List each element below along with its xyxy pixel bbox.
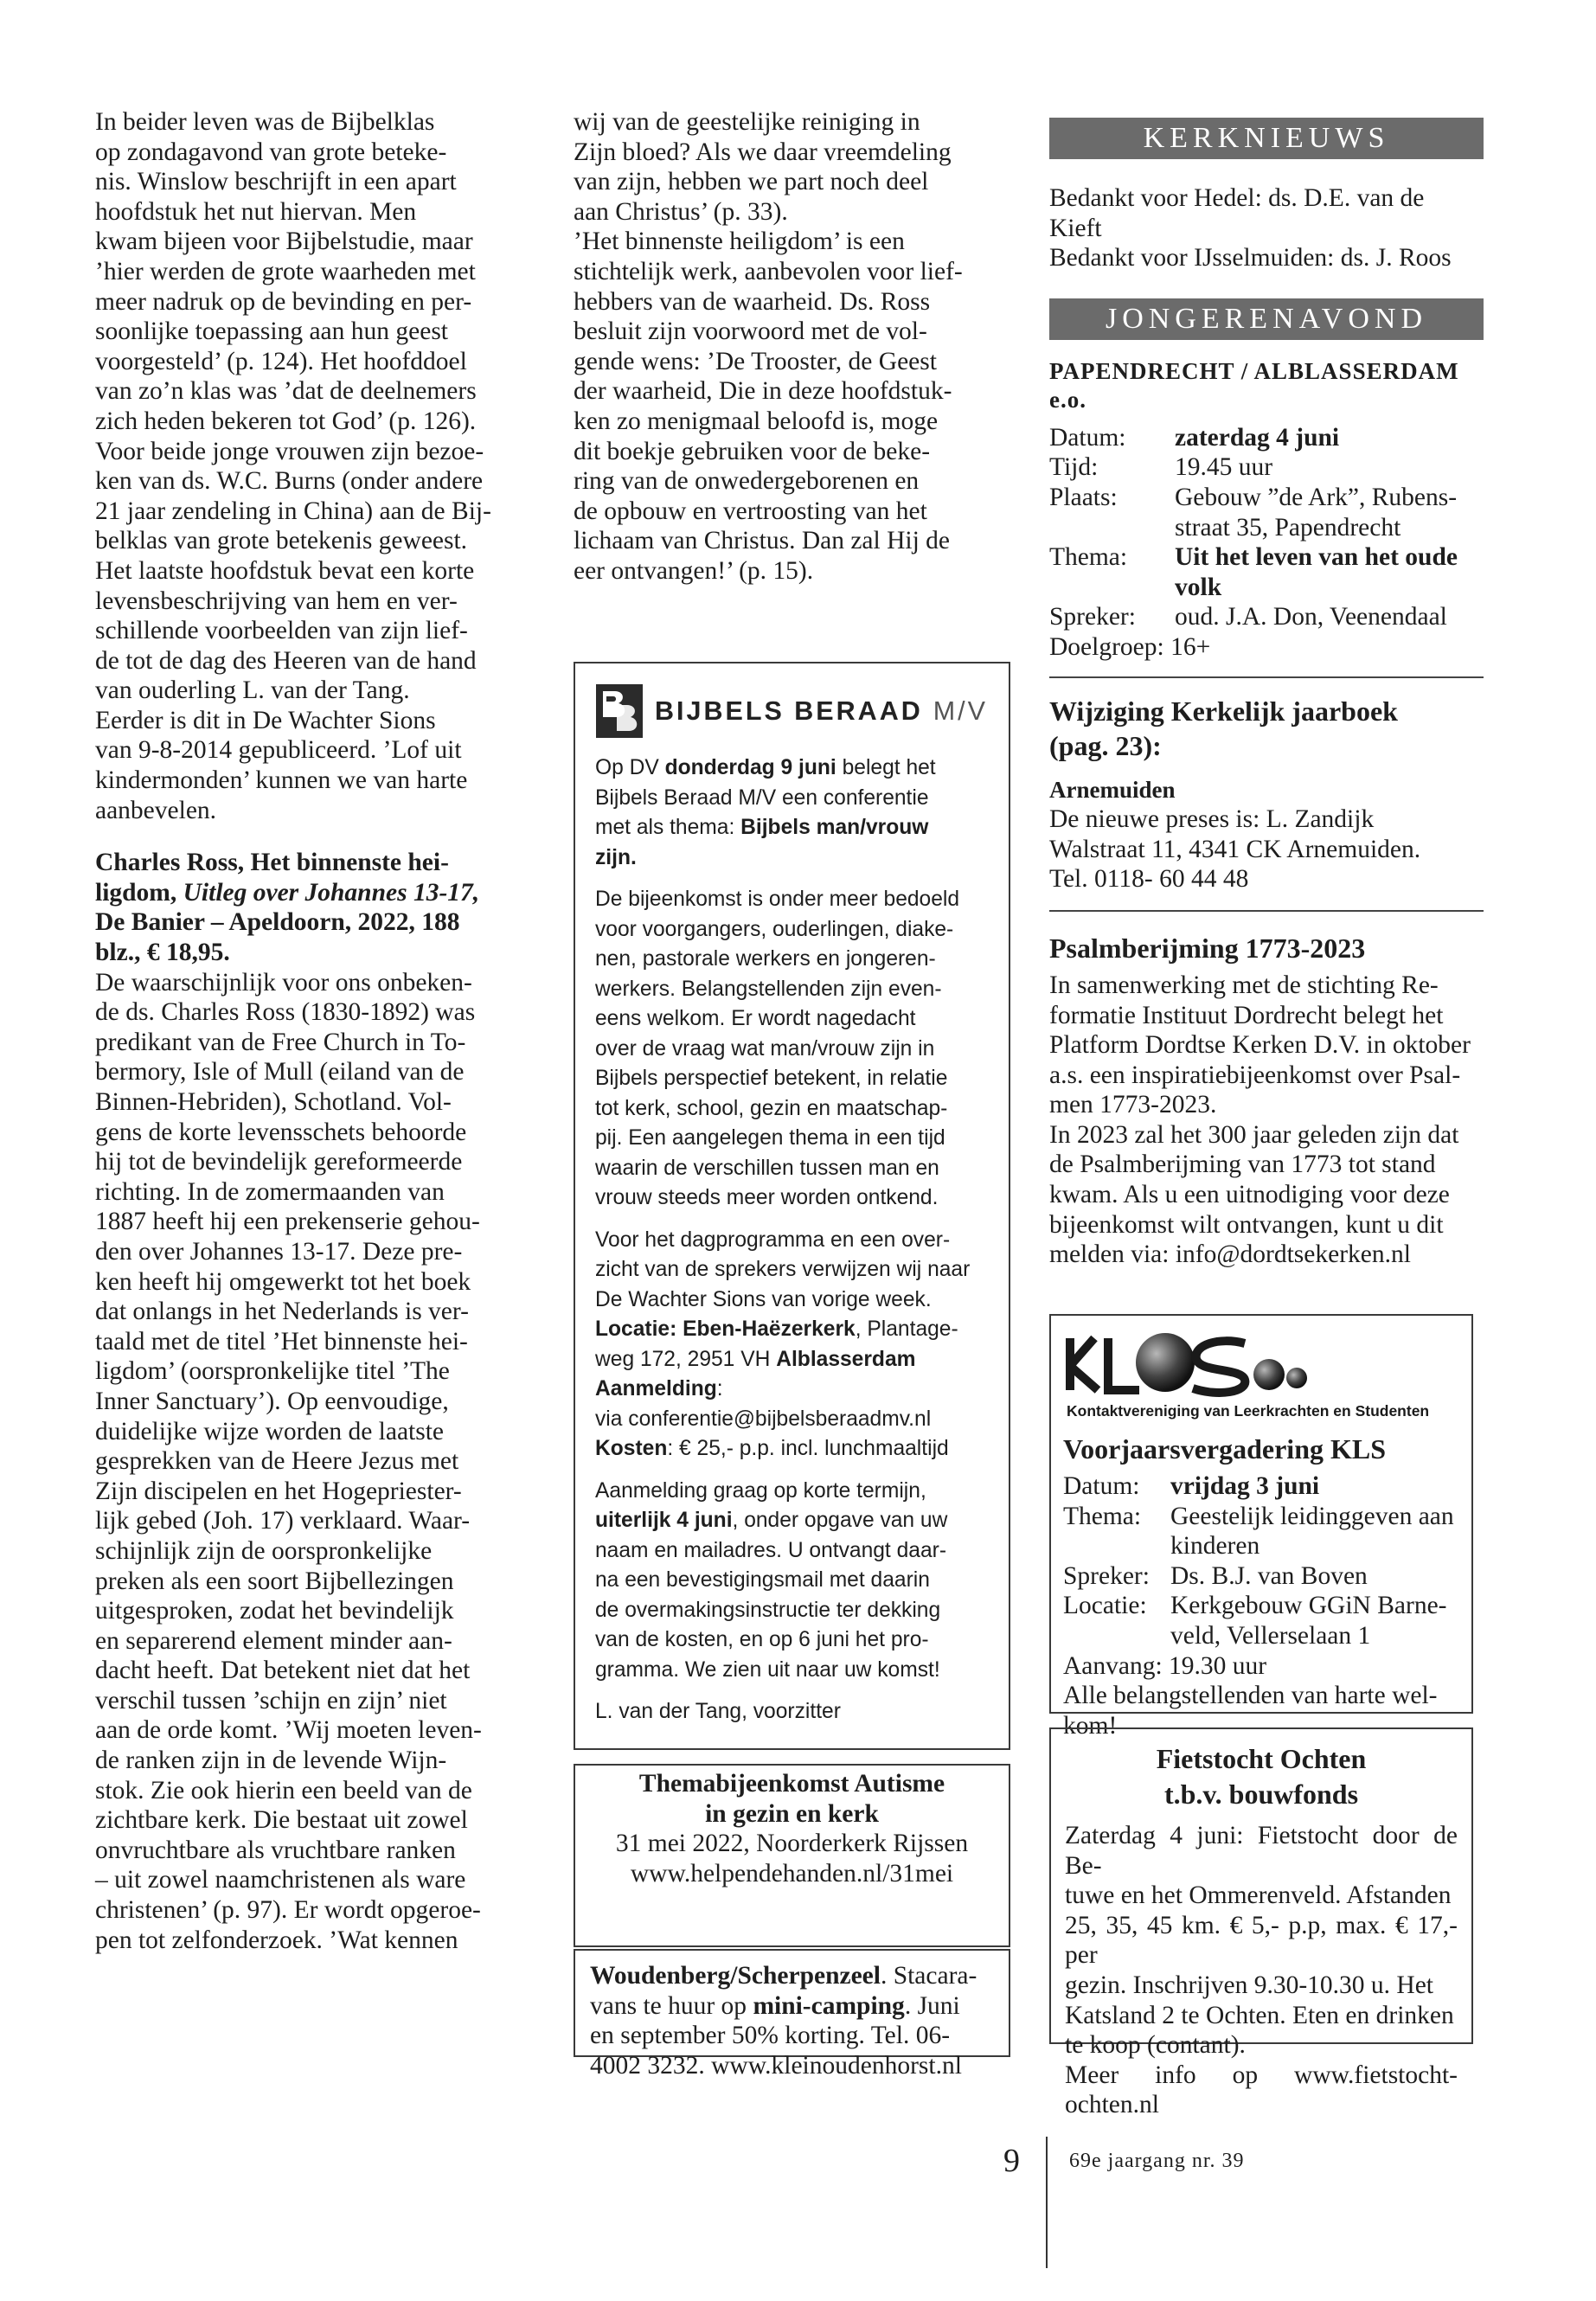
fietstocht-ad — [1049, 1727, 1473, 2119]
text-line: meer nadruk op de bevinding en per- — [95, 287, 472, 316]
text-line: van zo’n klas was ’dat de deelnemers — [95, 377, 477, 406]
text-line: gesprekken van de Heere Jezus met — [95, 1447, 459, 1476]
text-line: In 2023 zal het 300 jaar geleden zijn dat — [1049, 1120, 1459, 1149]
issue-info: 69e jaargang nr. 39 — [1069, 2150, 1245, 2172]
text-line: stok. Zie ook hierin een beeld van de — [95, 1776, 472, 1804]
text-line: schillende voorbeelden van zijn lief- — [95, 617, 468, 645]
text-line: De bijeenkomst is onder meer bedoeld — [595, 888, 960, 911]
detail-value: Geestelijk leidinggeven aan — [1170, 1502, 1454, 1530]
kls-details — [1063, 1471, 1458, 1651]
text-line: voor voorgangers, ouderlingen, diake- — [595, 917, 954, 941]
detail-row — [1063, 1561, 1458, 1592]
text-line: ’Het binnenste heiligdom’ is een — [574, 228, 905, 256]
detail-row — [1063, 1502, 1458, 1532]
intro-paragraph — [95, 107, 532, 825]
text-line: In beider leven was de Bijbelklas — [95, 108, 435, 136]
text-line: van zijn, hebben we part noch deel — [574, 168, 929, 196]
text-line: stichtelijk werk, aanbevolen voor lief- — [574, 257, 963, 285]
detail-row — [1063, 1591, 1458, 1621]
detail-value: Uit het leven van het oude — [1175, 543, 1458, 572]
detail-value: straat 35, Papendrecht — [1175, 513, 1401, 542]
text-line: de Psalmberijming van 1773 tot stand — [1049, 1150, 1436, 1179]
text-line: den over Johannes 13-17. Deze pre- — [95, 1237, 463, 1266]
text-line: richting. In de zomermaanden van — [95, 1177, 445, 1206]
text-line: eer ontvangen!’ (p. 15). — [574, 556, 814, 585]
autisme-ad: Themabijeenkomst Autisme in gezin en kerk 31 mei 2022, Noorderkerk Rijssen www.helpendehanden.nl/31mei — [574, 1764, 1010, 1947]
detail-value: vrijdag 3 juni — [1170, 1472, 1320, 1500]
text-line: hij tot de bevindelijk gereformeerde — [95, 1148, 463, 1176]
review-paragraph — [95, 968, 532, 1956]
detail-label: Datum: — [1063, 1472, 1140, 1500]
detail-row — [1049, 602, 1484, 632]
text-line: zichtbare kerk. Die bestaat uit zowel — [95, 1806, 468, 1835]
detail-label — [1049, 573, 1175, 603]
text-line: soonlijke toepassing aan hun geest — [95, 317, 449, 346]
detail-label — [1049, 513, 1175, 543]
text-line: hebbers van de waarheid. Ds. Ross — [574, 287, 931, 316]
text-line: schijnlijk zijn de oorspronkelijke — [95, 1536, 433, 1565]
text-line: Katsland 2 te Ochten. Eten en drinken — [1065, 2001, 1454, 2029]
text-line: aan Christus’ (p. 33). — [574, 197, 788, 226]
bijbels-beraad-ad — [574, 662, 1010, 1750]
text-line: levensbeschrijving van hem en ver- — [95, 586, 458, 615]
column-middle — [574, 107, 1010, 586]
text-line: belklas van grote betekenis geweest. — [95, 527, 468, 555]
detail-value: Kerkgebouw GGiN Barne- — [1170, 1592, 1447, 1620]
text-line: Binnen-Hebriden), Schotland. Vol- — [95, 1088, 452, 1116]
text-line: pij. Een aangelegen thema in een tijd — [595, 1126, 945, 1150]
text-line: gende wens: ’De Trooster, de Geest — [574, 347, 937, 375]
text-line: kwam. Als u een uitnodiging voor deze — [1049, 1181, 1450, 1209]
kls-logo-icon — [1063, 1330, 1461, 1426]
text-line: gezin. Inschrijven 9.30-10.30 u. Het — [1065, 1971, 1434, 1999]
text-line: dit boekje gebruiken voor de beke- — [574, 437, 931, 465]
text-line: formatie Instituut Dordrecht belegt het — [1049, 1001, 1444, 1029]
bb-details: Voor het dagprogramma en een over- zicht van de sprekers verwijzen wij naar De Wachter Sions van vorige week. Locatie: Eben-Haëzerkerk, Plantage- weg 172, 2951 VH Alblasserdam Aanmelding: via conferentie@bijbelsberaadmv.nl Kosten: € 25,- p.p. incl. lunchmaaltijd — [595, 1226, 990, 1465]
detail-label: Locatie: — [1063, 1592, 1147, 1620]
text-line: eens welkom. Er wordt nagedacht — [595, 1007, 916, 1030]
detail-value: volk — [1175, 573, 1222, 601]
text-line: preken als een soort Bijbellezingen — [95, 1567, 454, 1595]
text-line: Eerder is dit in De Wachter Sions — [95, 706, 436, 734]
detail-label: Plaats: — [1049, 483, 1118, 511]
text-line: zich heden bekeren tot God’ (p. 126). — [95, 407, 477, 435]
text-line: men 1773-2023. — [1049, 1091, 1217, 1119]
text-line: tot kerk, school, gezin en maatschap- — [595, 1096, 948, 1120]
text-line: lichaam van Christus. Dan zal Hij de — [574, 527, 951, 555]
detail-row — [1049, 573, 1484, 603]
detail-label: Spreker: — [1049, 603, 1136, 631]
fietstocht-title: Fietstocht Ochten t.b.v. bouwfonds — [1156, 1743, 1367, 1810]
kerknieuws-content: Bedankt voor Hedel: ds. D.E. van de Kieft Bedankt voor IJsselmuiden: ds. J. Roos — [1049, 184, 1452, 272]
text-line: kindermonden’ kunnen we van harte — [95, 766, 468, 795]
detail-row — [1063, 1621, 1458, 1651]
text-line: 25, 35, 45 km. € 5,- p.p, max. € 17,- per — [1065, 1911, 1458, 1970]
fietstocht-content — [1065, 1821, 1458, 2120]
text-line: hoofdstuk het nut hiervan. Men — [95, 197, 417, 226]
column-left — [95, 107, 532, 1955]
text-line: Bijbels perspectief betekent, in relatie — [595, 1067, 948, 1090]
detail-row — [1049, 513, 1484, 543]
text-line: nis. Winslow beschrijft in een apart — [95, 168, 457, 196]
text-line: onvruchtbare als vruchtbare ranken — [95, 1836, 456, 1864]
detail-value: Gebouw ”de Ark”, Rubens- — [1175, 483, 1458, 511]
text-line: voorgesteld’ (p. 124). Het hoofddoel — [95, 347, 467, 375]
detail-row — [1049, 423, 1484, 453]
detail-label: Tijd: — [1049, 453, 1099, 482]
text-line: van 9-8-2014 gepubliceerd. ’Lof uit — [95, 736, 462, 765]
column-right: KERKNIEUWS Bedankt voor Hedel: ds. D.E. van de Kieft Bedankt voor IJsselmuiden: ds. J. Roos JONGERENAVOND PAPENDRECHT / ALBLASSERDAM e.o. Datum: zaterdag 4 juni Tijd: 19.45 uur Plaats: Gebouw ”de Ark”, Rubens- straat 35, Papendrecht Thema: Uit het leven van het oude volk Spreker: oud. J.A. Don, Veenendaal Doelgroep: 16+ Wijziging Kerkelijk jaarboek (pag. 23): Arnemuiden De nieuwe preses is: L. Zandijk Walstraat 11, 4341 CK Arnemuiden. Tel. 0118- 60 44 48 Psalmberijming 1773-2023 In samenwerking met de stichting Re- formatie Instituut Dordrecht belegt het Platform Dordtse Kerken D.V. in oktober a.s. een inspiratiebijeenkomst over Psal- men 1773-2023. In 2023 zal het 300 jaar geleden zijn dat de Psalmberijming van 1773 tot stand kwam. Als u een uitnodiging voor deze bijeenkomst wilt ontvangen, kunt u dit melden via: info@dordtsekerken.nl — [1049, 107, 1484, 1270]
text-line: melden via: info@dordtsekerken.nl — [1049, 1240, 1411, 1269]
text-line: Zijn bloed? Als we daar vreemdeling — [574, 138, 952, 166]
detail-value: zaterdag 4 juni — [1175, 423, 1340, 452]
detail-value: oud. J.A. Don, Veenendaal — [1175, 603, 1447, 631]
bb-signature: L. van der Tang, voorzitter — [595, 1700, 841, 1723]
text-line: en separerend element minder aan- — [95, 1626, 452, 1655]
text-line: werkers. Belangstellenden zijn even- — [595, 977, 942, 1001]
text-line: pen tot zelfonderzoek. ’Wat kennen — [95, 1926, 458, 1954]
text-line: aanbevelen. — [95, 796, 217, 824]
detail-label — [1063, 1621, 1170, 1651]
detail-row — [1049, 452, 1484, 483]
text-line: Zaterdag 4 juni: Fietstocht door de Be- — [1065, 1822, 1458, 1880]
text-line: Het laatste hoofdstuk bevat een korte — [95, 556, 475, 585]
detail-label: Thema: — [1063, 1502, 1142, 1530]
review-continuation — [574, 107, 1010, 586]
text-line: In samenwerking met de stichting Re- — [1049, 971, 1439, 999]
text-line: de tot de dag des Heeren van de hand — [95, 646, 477, 675]
text-line: te koop (contant). — [1065, 2031, 1246, 2060]
text-line: Inner Sanctuary’). Op eenvoudige, — [95, 1387, 449, 1415]
text-line: predikant van de Free Church in To- — [95, 1028, 466, 1056]
text-line: a.s. een inspiratiebijeenkomst over Psal- — [1049, 1061, 1461, 1089]
text-line: ken van ds. W.C. Burns (onder andere — [95, 467, 484, 496]
text-line: Platform Dordtse Kerken D.V. in oktober — [1049, 1031, 1471, 1060]
bb-registration: Aanmelding graag op korte termijn, uiterlijk 4 juni, onder opgave van uw naam en mailadres. U ontvangt daar- na een bevestigingsmail met daarin de overmakingsinstructie ter dekking van de kosten, en op 6 juni het pro- gramma. We zien uit naar uw komst! — [595, 1478, 948, 1682]
text-line: nen, pastorale werkers en jongeren- — [595, 947, 936, 971]
book-heading: Charles Ross, Het binnenste hei- ligdom, Uitleg over Johannes 13-17, De Banier – Apeldoorn, 2022, 188 blz., € 18,95. — [95, 849, 480, 967]
jongerenavond-header: JONGERENAVOND — [1049, 298, 1484, 340]
text-line: aan de orde komt. ’Wij moeten leven- — [95, 1716, 482, 1745]
text-line: de ranken zijn in de levende Wijn- — [95, 1747, 447, 1775]
text-line: Zijn discipelen en het Hogepriester- — [95, 1477, 462, 1505]
kerknieuws-header: KERKNIEUWS — [1049, 118, 1484, 159]
jaarboek-title: Wijziging Kerkelijk jaarboek (pag. 23): — [1049, 695, 1398, 761]
text-line: besluit zijn voorwoord met de vol- — [574, 317, 927, 346]
text-line: Meer info op www.fietstocht-ochten.nl — [1065, 2061, 1458, 2119]
text-line: christenen’ (p. 97). Er wordt opgeroe- — [95, 1896, 481, 1925]
text-line: de opbouw en vertroosting van het — [574, 497, 927, 525]
detail-value: veld, Vellerselaan 1 — [1170, 1621, 1371, 1650]
text-line: ring van de onwedergeborenen en — [574, 467, 920, 496]
detail-value: Ds. B.J. van Boven — [1170, 1561, 1368, 1590]
text-line: uitgesproken, zodat het bevindelijk — [95, 1597, 454, 1625]
bb-announcement: Op DV donderdag 9 juni belegt het Bijbels Beraad M/V een conferentie met als thema: Bijbels man/vrouw zijn. — [595, 756, 936, 869]
text-line: dacht heeft. Dat betekent niet dat het — [95, 1657, 471, 1685]
text-line: gens de korte levensschets behoorde — [95, 1118, 467, 1146]
text-line: Voor beide jonge vrouwen zijn bezoe- — [95, 437, 484, 465]
camping-ad: Woudenberg/Scherpenzeel. Stacara- vans te huur op mini-camping. Juni en september 50% korting. Tel. 06- 4002 3232. www.kleinoudenhorst.nl — [574, 1949, 1010, 2057]
text-line: dat onlangs in het Nederlands is ver- — [95, 1298, 469, 1326]
jongerenavond-subtitle: PAPENDRECHT / ALBLASSERDAM e.o. — [1049, 357, 1459, 413]
text-line: lijk gebed (Joh. 17) verklaard. Waar- — [95, 1507, 471, 1535]
text-line: vrouw steeds meer worden ontkend. — [595, 1186, 939, 1209]
text-line: ’hier werden de grote waarheden met — [95, 257, 476, 285]
bb-logo-icon — [596, 684, 643, 738]
text-line: wij van de geestelijke reiniging in — [574, 108, 920, 136]
detail-value: 19.45 uur — [1175, 453, 1273, 482]
detail-label: Spreker: — [1063, 1561, 1150, 1590]
detail-value: kinderen — [1170, 1532, 1260, 1561]
detail-label: Thema: — [1049, 543, 1128, 572]
text-line: duidelijke wijze worden de laatste — [95, 1417, 445, 1445]
text-line: ligdom’ (oorspronkelijke titel ’The — [95, 1357, 450, 1386]
text-line: bermory, Isle of Mull (eiland van de — [95, 1058, 465, 1086]
text-line: ken zo menigmaal beloofd is, moge — [574, 407, 939, 435]
kls-title: Voorjaarsvergadering KLS — [1063, 1433, 1387, 1465]
text-line: op zondagavond van grote beteke- — [95, 138, 447, 166]
text-line: der waarheid, Die in deze hoofdstuk- — [574, 377, 952, 406]
text-line: taald met de titel ’Het binnenste hei- — [95, 1327, 468, 1356]
bb-description — [595, 885, 990, 1214]
svg-text:Kontaktvereniging van Leerkrac: Kontaktvereniging van Leerkrachten en Studenten — [1067, 1402, 1430, 1420]
detail-row — [1049, 542, 1484, 573]
text-line: 1887 heeft hij een prekenserie gehou- — [95, 1208, 480, 1236]
autisme-link[interactable]: www.helpendehanden.nl/31mei — [630, 1859, 954, 1888]
footer-divider — [1046, 2137, 1048, 2268]
text-line: – uit zowel naamchristenen als ware — [95, 1866, 466, 1894]
psalm-content — [1049, 971, 1484, 1270]
jongerenavond-details — [1049, 423, 1484, 632]
detail-row — [1063, 1471, 1458, 1502]
kls-logo — [1063, 1330, 1458, 1426]
text-line: ken heeft hij omgewerkt tot het boek — [95, 1267, 471, 1296]
text-line: kwam bijeen voor Bijbelstudie, maar — [95, 228, 473, 256]
bb-email[interactable]: via conferentie@bijbelsberaadmv.nl — [595, 1407, 932, 1431]
text-line: 21 jaar zendeling in China) aan de Bij- — [95, 497, 491, 525]
psalm-title: Psalmberijming 1773-2023 — [1049, 932, 1366, 964]
text-line: de ds. Charles Ross (1830-1892) was — [95, 998, 476, 1027]
detail-label — [1063, 1531, 1170, 1561]
detail-row — [1063, 1531, 1458, 1561]
text-line: waarin de verschillen tussen man en — [595, 1156, 939, 1180]
text-line: over de vraag wat man/vrouw zijn in — [595, 1036, 935, 1061]
text-line: van ouderling L. van der Tang. — [95, 676, 410, 705]
detail-row — [1049, 483, 1484, 513]
kls-ad: Kontaktvereniging van Leerkrachten en Studenten Voorjaarsvergadering KLS Datum: vrijdag 3 juni Thema: Geestelijk leidinggeven aan kinderen Spreker: Ds. B.J. van Boven Locatie: Kerkgebouw GGiN Barne- veld, Vellerselaan 1 Aanvang: 19.30 uur Alle belangstellenden van harte wel- kom! — [1049, 1314, 1473, 1714]
text-line: De waarschijnlijk voor ons onbeken- — [95, 968, 472, 997]
text-line: bijeenkomst wilt ontvangen, kunt u dit — [1049, 1210, 1444, 1239]
text-line: verschil tussen ’schijn en zijn’ niet — [95, 1686, 447, 1715]
bijbels-beraad-logo: BIJBELS BERAAD M/V — [596, 681, 990, 741]
text-line: tuwe en het Ommerenveld. Afstanden — [1065, 1881, 1452, 1910]
detail-label: Datum: — [1049, 423, 1126, 452]
page-number: 9 — [1003, 2143, 1020, 2179]
